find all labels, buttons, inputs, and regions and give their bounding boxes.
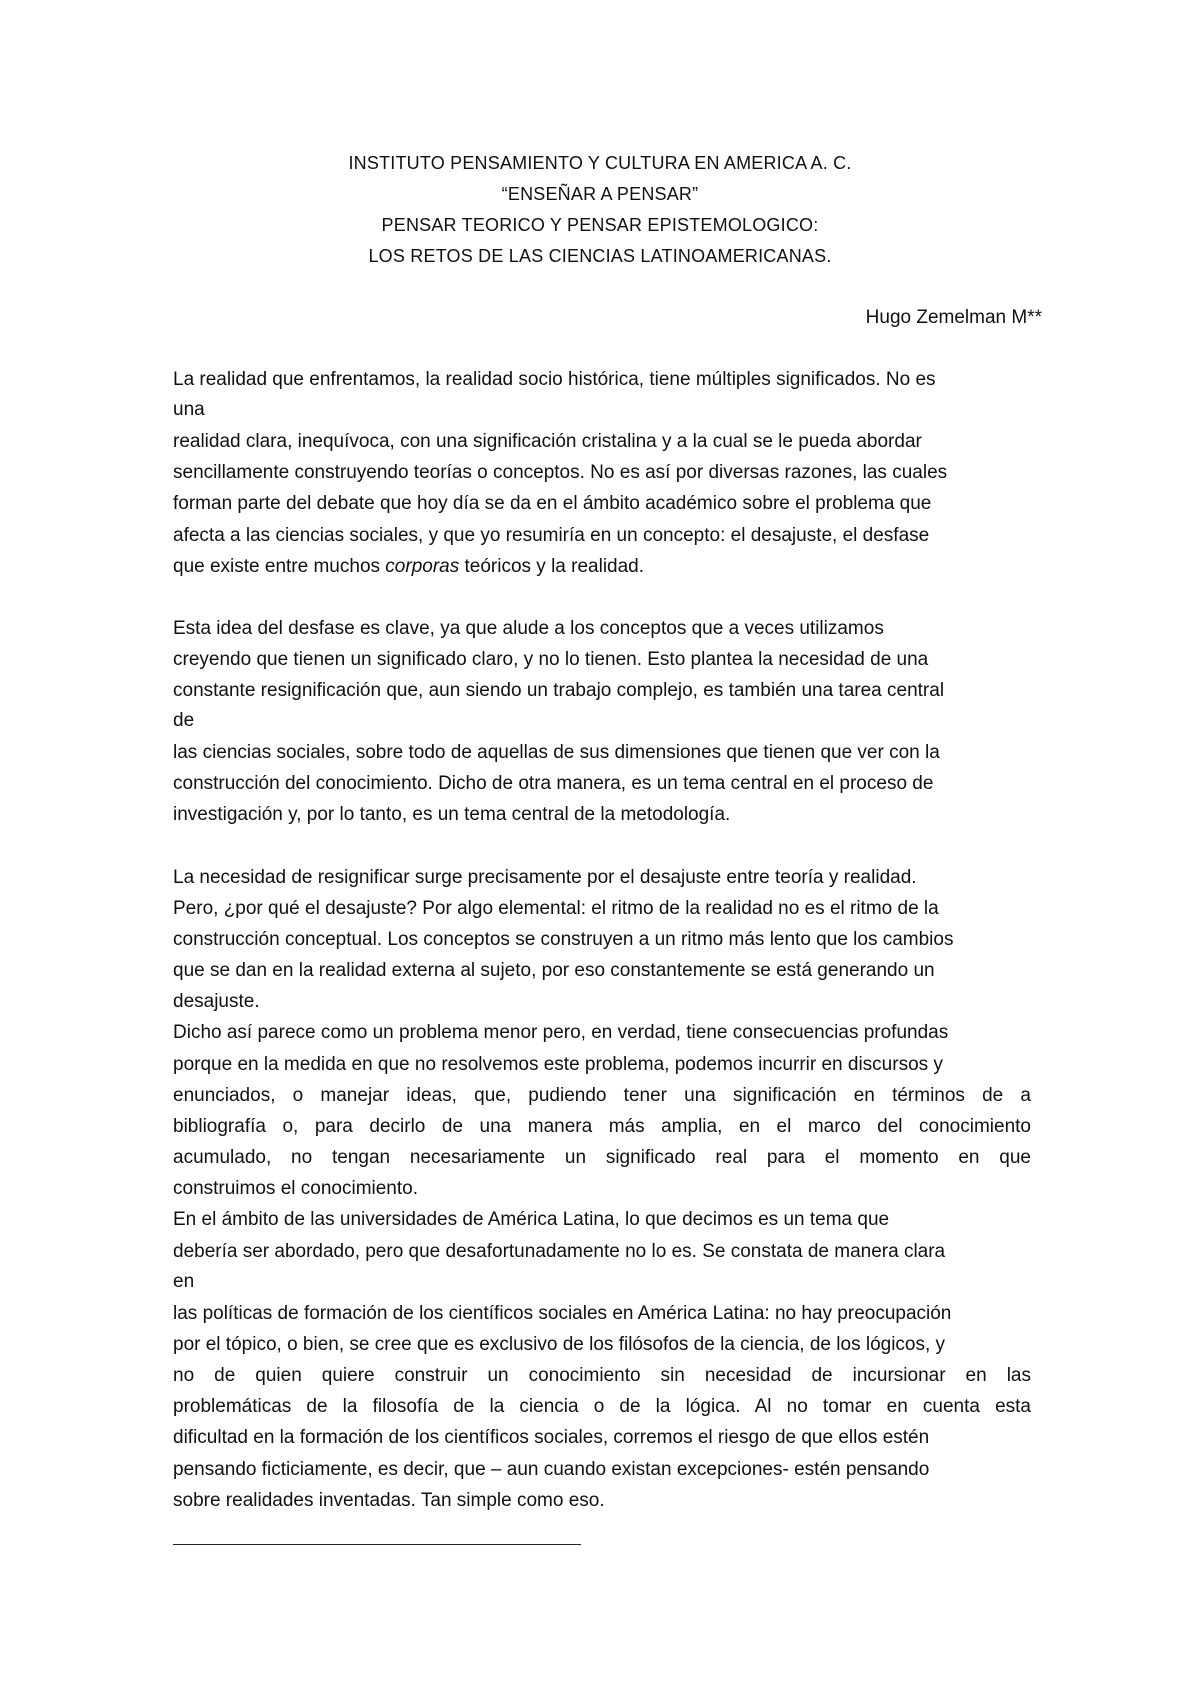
paragraph-line: creyendo que tienen un significado claro, y no lo tienen. Esto plantea la necesidad de una: [173, 649, 929, 670]
paragraph-line: que se dan en la realidad externa al sujeto, por eso constantemente se está generando un: [173, 960, 935, 981]
footnote-separator: [173, 1544, 581, 1545]
document-header: [0, 148, 1200, 272]
paragraph-line: sobre realidades inventadas. Tan simple como eso.: [173, 1490, 605, 1511]
paragraph-line: problemáticas de la filosofía de la ciencia o de la lógica. Al no tomar en cuenta esta: [173, 1396, 1031, 1417]
italic-term: corporas: [385, 556, 460, 577]
paragraph-line: enunciados, o manejar ideas, que, pudiendo tener una significación en términos de a: [173, 1085, 1031, 1106]
paragraph-line: porque en la medida en que no resolvemos este problema, podemos incurrir en discursos y: [173, 1054, 943, 1075]
paragraph-line: forman parte del debate que hoy día se da en el ámbito académico sobre el problema que: [173, 493, 932, 514]
text-run: teóricos y la realidad.: [459, 556, 645, 577]
paragraph-line: Esta idea del desfase es clave, ya que alude a los conceptos que a veces utilizamos: [173, 618, 884, 639]
author-name: Hugo Zemelman M**: [865, 307, 1042, 328]
document-subtitle: “ENSEÑAR A PENSAR”: [501, 184, 699, 204]
paragraph-line: acumulado, no tengan necesariamente un significado real para el momento en que: [173, 1147, 1031, 1168]
paragraph-line: Dicho así parece como un problema menor pero, en verdad, tiene consecuencias profundas: [173, 1022, 949, 1043]
paragraph-line: las ciencias sociales, sobre todo de aquellas de sus dimensiones que tienen que ver con la: [173, 742, 940, 763]
paragraph-line: La necesidad de resignificar surge precisamente por el desajuste entre teoría y realidad.: [173, 867, 917, 888]
paragraph-line: [173, 551, 644, 582]
paragraph-line: constante resignificación que, aun siendo un trabajo complejo, es también una tarea central: [173, 680, 945, 701]
institute-name: INSTITUTO PENSAMIENTO Y CULTURA EN AMERICA A. C.: [348, 153, 852, 173]
paragraph-line: dificultad en la formación de los científicos sociales, corremos el riesgo de que ellos estén: [173, 1427, 930, 1448]
paragraph-line: las políticas de formación de los científicos sociales en América Latina: no hay preocupación: [173, 1303, 952, 1324]
paragraph-line: bibliografía o, para decirlo de una manera más amplia, en el marco del conocimiento: [173, 1116, 1031, 1137]
paragraph-line: no de quien quiere construir un conocimiento sin necesidad de incursionar en las: [173, 1365, 1031, 1386]
paragraph-line: de: [173, 710, 195, 731]
paragraph-line: una: [173, 399, 205, 420]
paragraph-line: construimos el conocimiento.: [173, 1178, 418, 1199]
paragraph-line: construcción conceptual. Los conceptos se construyen a un ritmo más lento que los cambios: [173, 929, 954, 950]
text-run: que existe entre muchos: [173, 556, 386, 577]
paragraph-line: desajuste.: [173, 991, 260, 1012]
paragraph-line: debería ser abordado, pero que desafortunadamente no lo es. Se constata de manera clara: [173, 1241, 946, 1262]
paragraph-line: por el tópico, o bien, se cree que es exclusivo de los filósofos de la ciencia, de los lógicos, y: [173, 1334, 946, 1355]
paragraph-line: sencillamente construyendo teorías o conceptos. No es así por diversas razones, las cuales: [173, 462, 948, 483]
paragraph-line: En el ámbito de las universidades de América Latina, lo que decimos es un tema que: [173, 1209, 890, 1230]
paragraph-line: Pero, ¿por qué el desajuste? Por algo elemental: el ritmo de la realidad no es el ritmo de la: [173, 898, 939, 919]
paragraph-line: La realidad que enfrentamos, la realidad socio histórica, tiene múltiples significados. No es: [173, 369, 936, 390]
paragraph-line: en: [173, 1271, 195, 1292]
document-title-line-1: PENSAR TEORICO Y PENSAR EPISTEMOLOGICO:: [381, 215, 819, 235]
paragraph-line: realidad clara, inequívoca, con una significación cristalina y a la cual se le pueda abordar: [173, 431, 922, 452]
document-title-line-2: LOS RETOS DE LAS CIENCIAS LATINOAMERICANAS.: [368, 246, 832, 266]
paragraph-line: construcción del conocimiento. Dicho de otra manera, es un tema central en el proceso de: [173, 773, 934, 794]
paragraph-line: afecta a las ciencias sociales, y que yo resumiría en un concepto: el desajuste, el desfase: [173, 525, 930, 546]
paragraph-line: investigación y, por lo tanto, es un tema central de la metodología.: [173, 804, 731, 825]
paragraph-line: pensando ficticiamente, es decir, que – aun cuando existan excepciones- estén pensando: [173, 1459, 930, 1480]
